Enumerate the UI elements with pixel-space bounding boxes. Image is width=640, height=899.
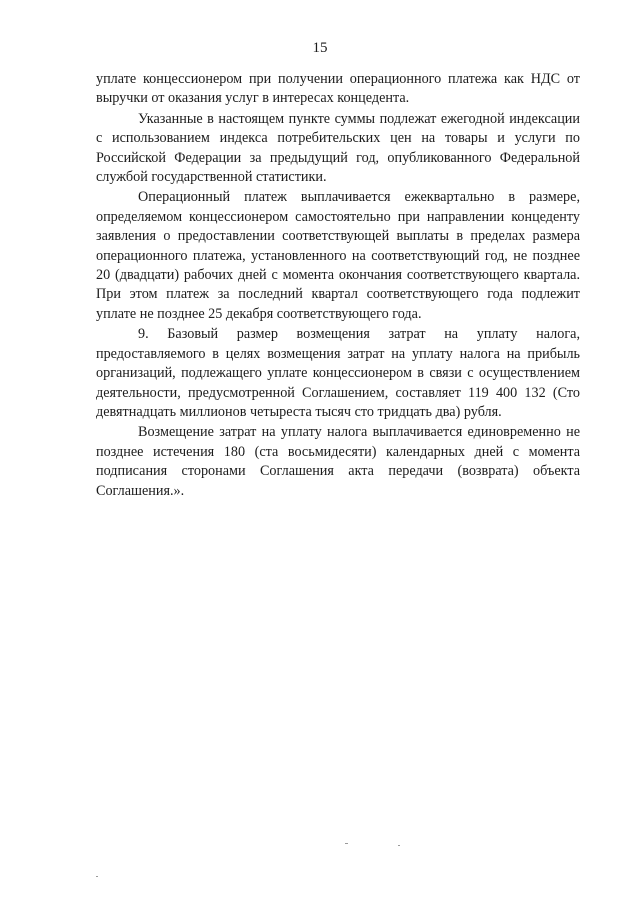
scan-speck [96, 876, 98, 877]
scan-speck [398, 845, 400, 846]
paragraph-item-9: 9. Базовый размер возмещения затрат на уплату налога, предоставляемого в целях возмещения затрат на уплату налога на прибыль организаций, подлежащего уплате концессионером в связи с осуществлением деятельности, предусмотренной Соглашением, составляет 119 400 132 (Сто девятнадцать миллионов четыреста тысяч сто тридцать два) рубля. [96, 326, 580, 420]
scan-speck [345, 843, 348, 844]
paragraph-tax-reimbursement: Возмещение затрат на уплату налога выплачивается единовременно не позднее истечения 180 (ста восьмидесяти) календарных дней с момента подписания сторонами Соглашения акта передачи (возврата) объекта Соглашения.». [96, 424, 580, 499]
page-number: 15 [312, 40, 328, 56]
body-text [96, 70, 580, 502]
paragraph-operational-payment: Операционный платеж выплачивается ежеквартально в размере, определяемом концессионером самостоятельно при направлении концеденту заявления о предоставлении соответствующей выплаты в пределах размера операционного платежа, установленного на соответствующий год, не позднее 20 (двадцати) рабочих дней с момента окончания соответствующего квартала. При этом платеж за последний квартал соответствующего года подлежит уплате не позднее 25 декабря соответствующего года. [96, 189, 580, 322]
paragraph-continuation: уплате концессионером при получении операционного платежа как НДС от выручки от оказания услуг в интересах концедента. [96, 71, 580, 107]
paragraph-indexation: Указанные в настоящем пункте суммы подлежат ежегодной индексации с использованием индекса потребительских цен на товары и услуги по Российской Федерации за предыдущий год, опубликованного Федеральной службой государственной статистики. [96, 110, 580, 186]
